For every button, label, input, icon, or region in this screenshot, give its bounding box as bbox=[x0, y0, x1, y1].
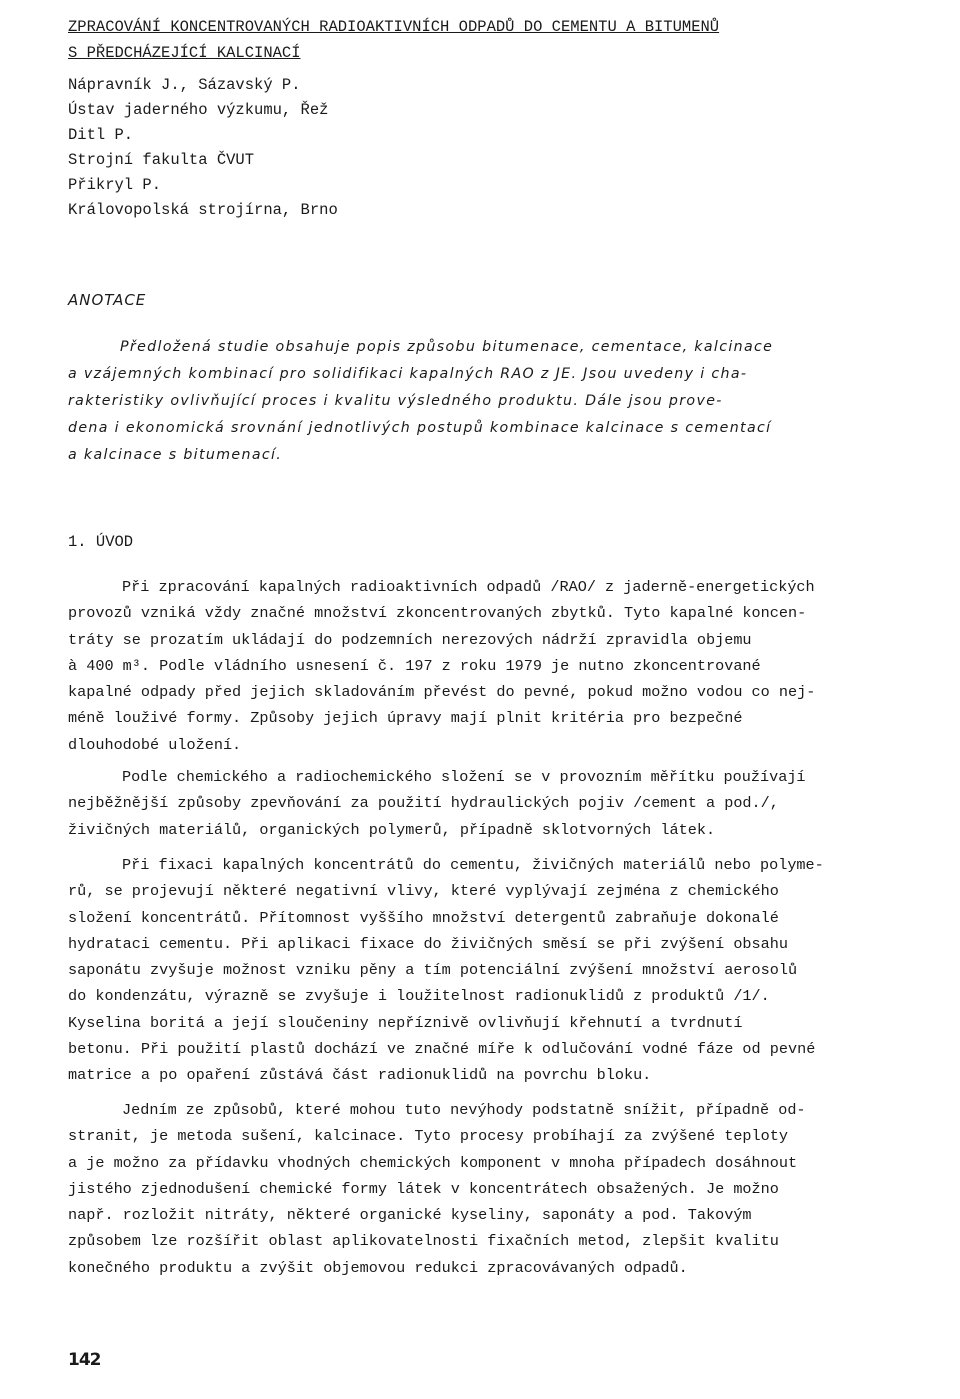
text-line: provozů vzniká vždy značné množství zkoncentrovaných zbytků. Tyto kapalné koncen- bbox=[68, 604, 807, 623]
text-line: jistého zjednodušení chemické formy látek v koncentrátech obsažených. Je možno bbox=[68, 1179, 779, 1198]
text-line: nejběžnější způsoby zpevňování za použití hydraulických pojiv /cement a pod./, bbox=[68, 794, 779, 813]
text-line: matrice a po opaření zůstává část radionuklidů na povrchu bloku. bbox=[68, 1066, 652, 1085]
text-line: stranit, je metoda sušení, kalcinace. Tyto procesy probíhají za zvýšené teploty bbox=[68, 1127, 789, 1146]
text-line: Kyselina boritá a její sloučeniny nepříznivě ovlivňují křehnutí a tvrdnutí bbox=[68, 1013, 743, 1032]
abstract-text bbox=[68, 334, 894, 469]
text-line: složení koncentrátů. Přítomnost vyššího množství detergentů zabraňuje dokonalé bbox=[68, 908, 779, 927]
section-heading: 1. ÚVOD bbox=[68, 533, 134, 551]
text-line: hydrataci cementu. Při aplikaci fixace do živičných směsí se při zvýšení obsahu bbox=[68, 934, 789, 953]
author-line: Přikryl P. bbox=[68, 176, 162, 194]
paragraph-2 bbox=[68, 764, 898, 843]
affiliation-line: Ústav jaderného výzkumu, Řež bbox=[68, 101, 329, 119]
paragraph-3 bbox=[68, 852, 898, 1089]
text-line: Podle chemického a radiochemického složení se v provozním měřítku používají bbox=[122, 768, 806, 786]
document-title bbox=[68, 14, 808, 66]
text-line: Při fixaci kapalných koncentrátů do cementu, živičných materiálů nebo polyme- bbox=[122, 856, 824, 874]
affiliation-line: Královopolská strojírna, Brno bbox=[68, 201, 338, 219]
text-line: živičných materiálů, organických polymerů, případně sklotvorných látek. bbox=[68, 820, 716, 839]
author-line: Ditl P. bbox=[68, 126, 134, 144]
text-line: tráty se prozatím ukládají do podzemních nerezových nádrží zpravidla objemu bbox=[68, 630, 752, 649]
title-line-1: ZPRACOVÁNÍ KONCENTROVANÝCH RADIOAKTIVNÍCH ODPADŮ DO CEMENTU A BITUMENŮ bbox=[68, 18, 720, 36]
paragraph-1 bbox=[68, 574, 898, 758]
text-line: betonu. Při použití plastů dochází ve značné míře k odlučování vodné fáze od pevné bbox=[68, 1040, 816, 1059]
text-line: kapalné odpady před jejich skladováním převést do pevné, pokud možno vodou co nej- bbox=[68, 683, 816, 702]
text-line: Jedním ze způsobů, které mohou tuto nevýhody podstatně snížit, případně od- bbox=[122, 1101, 806, 1119]
text-line: do kondenzátu, výrazně se zvyšuje i loužitelnost radionuklidů z produktů /1/. bbox=[68, 987, 770, 1006]
author-list bbox=[68, 73, 338, 223]
text-line: rů, se projevují některé negativní vlivy, které vyplývají zejména z chemického bbox=[68, 882, 779, 901]
abstract-line: Předložená studie obsahuje popis způsobu bitumenace, cementace, kalcinace bbox=[120, 339, 774, 355]
text-line: např. rozložit nitráty, některé organické kyseliny, saponáty a pod. Takovým bbox=[68, 1206, 752, 1225]
title-line-2: S PŘEDCHÁZEJÍCÍ KALCINACÍ bbox=[68, 44, 301, 62]
text-line: Při zpracování kapalných radioaktivních odpadů /RAO/ z jaderně-energetických bbox=[122, 578, 815, 596]
affiliation-line: Strojní fakulta ČVUT bbox=[68, 151, 255, 169]
page-number: 142 bbox=[68, 1350, 101, 1370]
text-line: saponátu zvyšuje možnost vzniku pěny a tím potenciální zvýšení množství aerosolů bbox=[68, 961, 798, 980]
text-line: způsobem lze rozšířit oblast aplikovatelnosti fixačních metod, zlepšit kvalitu bbox=[68, 1232, 779, 1251]
abstract-line: dena i ekonomická srovnání jednotlivých postupů kombinace kalcinace s cementací bbox=[68, 420, 772, 436]
paragraph-4 bbox=[68, 1097, 898, 1281]
abstract-line: a kalcinace s bitumenací. bbox=[68, 447, 283, 463]
text-line: dlouhodobé uložení. bbox=[68, 735, 242, 754]
abstract-line: a vzájemných kombinací pro solidifikaci kapalných RAO z JE. Jsou uvedeny i cha- bbox=[68, 366, 748, 382]
text-line: méně louživé formy. Způsoby jejich úpravy mají plnit kritéria pro bezpečné bbox=[68, 709, 743, 728]
abstract-heading: ANOTACE bbox=[68, 291, 147, 309]
abstract-line: rakteristiky ovlivňující proces i kvalitu výsledného produktu. Dále jsou prove- bbox=[68, 393, 723, 409]
text-line: a je možno za přídavku vhodných chemických komponent v mnoha případech dosáhnout bbox=[68, 1153, 798, 1172]
text-line: konečného produktu a zvýšit objemovou redukci zpracovávaných odpadů. bbox=[68, 1258, 688, 1277]
text-line: à 400 m³. Podle vládního usnesení č. 197 z roku 1979 je nutno zkoncentrované bbox=[68, 656, 761, 675]
author-line: Nápravník J., Sázavský P. bbox=[68, 76, 301, 94]
